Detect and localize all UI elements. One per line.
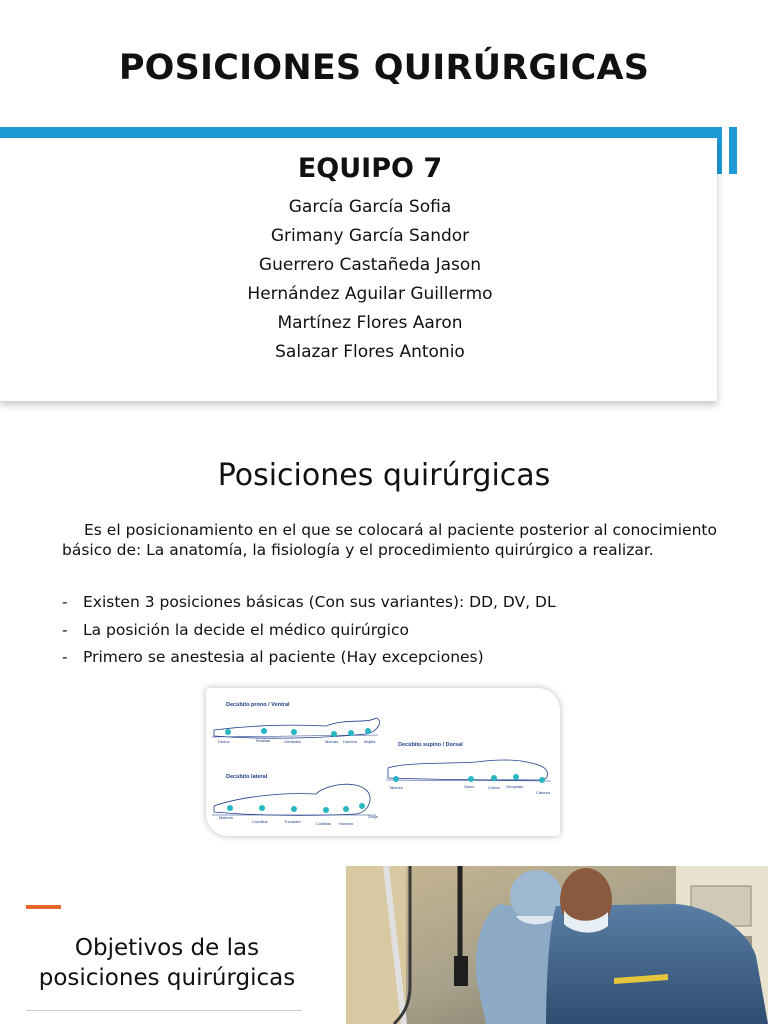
member-name: Guerrero Castañeda Jason	[258, 255, 482, 275]
prone-point-label: Mejilla	[364, 739, 376, 744]
bullet-text: La posición la decide el médico quirúrgico	[83, 620, 409, 639]
supine-point-label: Talones	[389, 785, 403, 790]
intro-paragraph: Es el posicionamiento en el que se colocará al paciente posterior al conocimiento básico de: La anatomía, la fisiología y el procedimiento quirúrgico a realizar.	[62, 521, 717, 559]
member-name: Grimany García Sandor	[270, 226, 470, 246]
section-title: Posiciones quirúrgicas	[217, 458, 551, 493]
lateral-point-label: Trocánter	[284, 819, 301, 824]
bullet-item: - Existen 3 posiciones básicas (Con sus variantes): DD, DV, DL	[62, 593, 556, 611]
team-card	[0, 138, 717, 401]
prone-point-label: Dedos	[218, 739, 230, 744]
divider	[26, 1010, 302, 1011]
member-name: Hernández Aguilar Guillermo	[247, 284, 493, 304]
prone-point-label: Rodillas	[256, 738, 271, 743]
prone-title: Decúbito prono / Ventral	[226, 702, 290, 708]
surgery-photo	[346, 866, 768, 1024]
supine-body-outline	[388, 760, 548, 780]
lateral-point-label: Oreja	[368, 814, 378, 819]
supine-point-label: Cabeza	[536, 790, 550, 795]
accent-underline	[26, 905, 61, 909]
member-list	[0, 196, 740, 370]
page-title: POSICIONES QUIRÚRGICAS	[118, 48, 650, 88]
bullet-list	[62, 592, 556, 675]
lateral-point-label: Costillas	[316, 821, 332, 826]
member-name: García García Sofia	[288, 197, 452, 217]
objectives-title-line: Objetivos de las	[74, 935, 260, 961]
supine-title: Decúbito supino / Dorsal	[398, 742, 463, 748]
lateral-point-label: Maleolo	[219, 815, 234, 820]
lateral-point-label: Cóndilos	[252, 819, 268, 824]
prone-point-label: Genitales	[284, 739, 301, 744]
objectives-title	[30, 933, 304, 993]
supine-point-label: Omóplato	[506, 784, 524, 789]
positions-diagram	[206, 688, 560, 836]
bullet-item: - Primero se anestesia al paciente (Hay excepciones)	[62, 648, 484, 666]
lateral-point-label: Hombro	[339, 821, 354, 826]
bullet-text: Existen 3 posiciones básicas (Con sus variantes): DD, DV, DL	[83, 593, 556, 611]
member-name: Salazar Flores Antonio	[275, 342, 465, 362]
objectives-title-line: posiciones quirúrgicas	[38, 965, 296, 991]
prone-point-label: Hombro	[343, 739, 358, 744]
supine-point-label: Codos	[488, 785, 500, 790]
lateral-title: Decúbito lateral	[226, 774, 268, 780]
prone-point-label: Mamas	[325, 739, 339, 744]
supine-point-label: Sacro	[464, 784, 475, 789]
accent-bar	[0, 127, 719, 138]
prone-table-line	[212, 735, 378, 737]
team-title: EQUIPO 7	[297, 153, 443, 184]
bullet-text: Primero se anestesia al paciente (Hay excepciones)	[83, 648, 484, 666]
bullet-item: - La posición la decide el médico quirúrgico	[62, 620, 409, 639]
member-name: Martínez Flores Aaron	[277, 313, 463, 333]
